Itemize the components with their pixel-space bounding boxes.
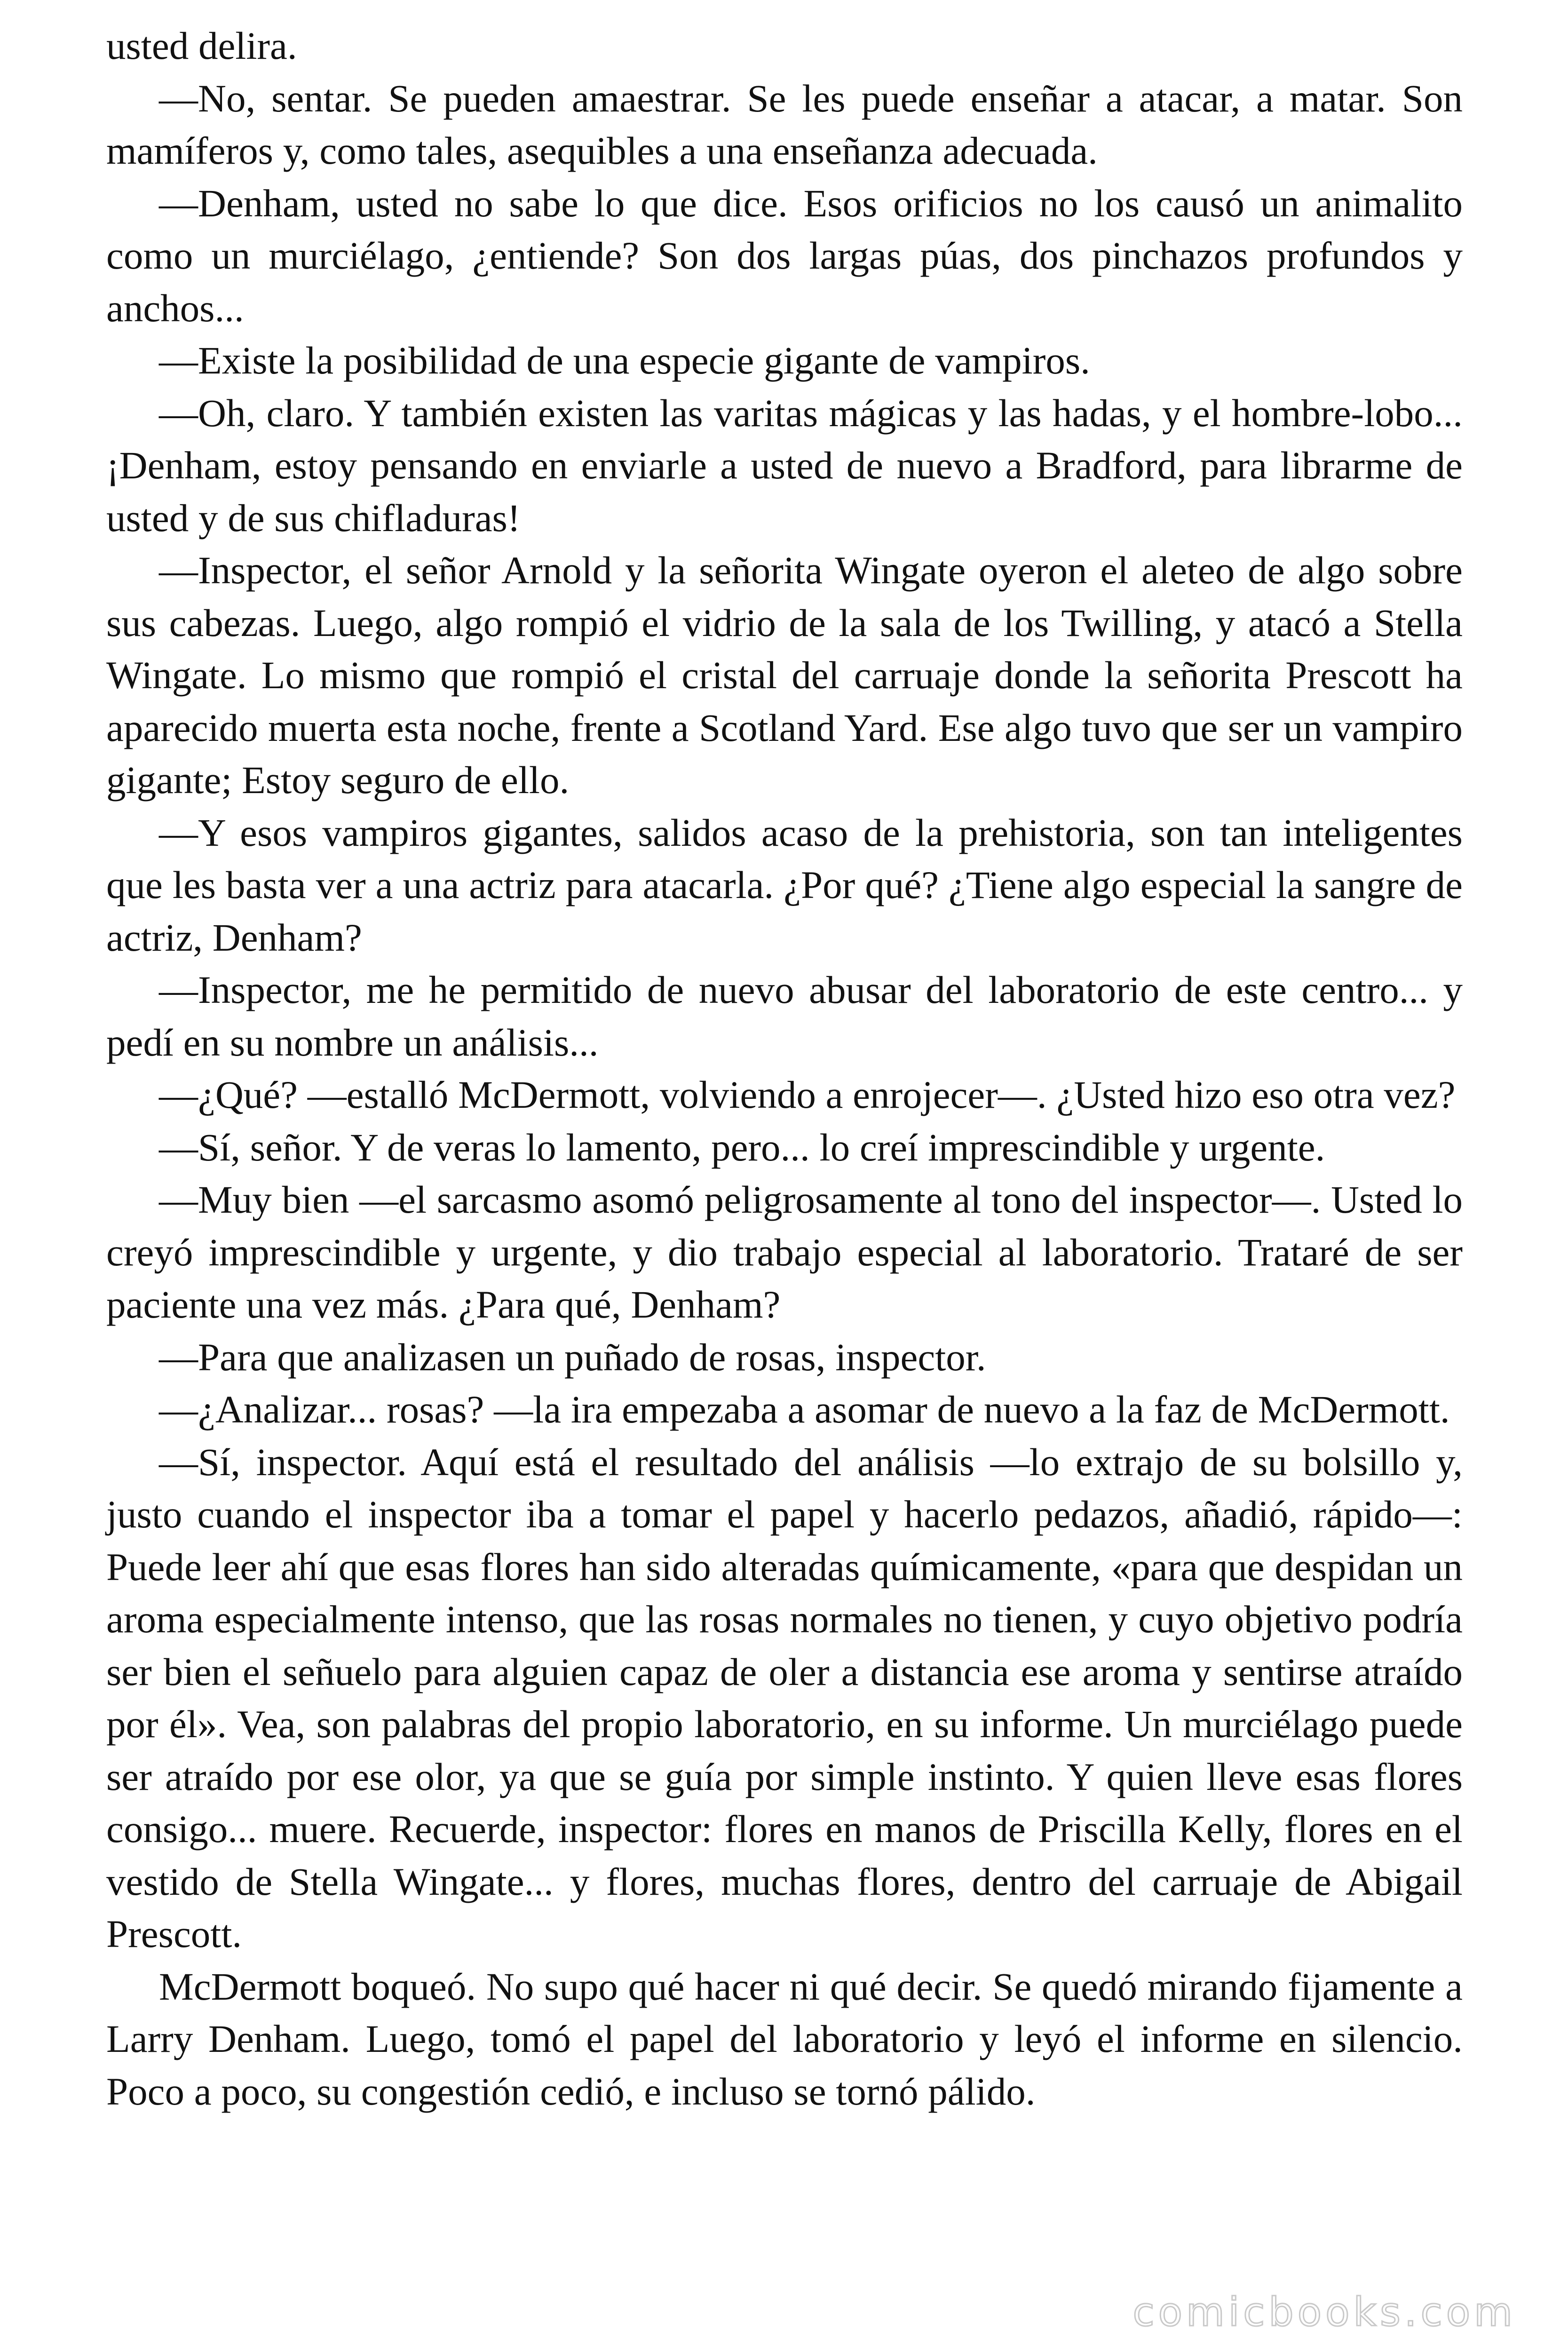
paragraph: —Muy bien —el sarcasmo asomó peligrosamente al tono del inspector—. Usted lo creyó imprescindible y urgente, y dio trabajo especial al laboratorio. Trataré de ser paciente una vez más. ¿Para qué, Denham? — [106, 1178, 1463, 1326]
paragraph: —Sí, inspector. Aquí está el resultado del análisis —lo extrajo de su bolsillo y, justo cuando el inspector iba a tomar el papel y hacerlo pedazos, añadió, rápido—: Puede leer ahí que esas flores han sido alteradas químicamente, «para que despidan un aroma especialmente intenso, que las rosas normales no tienen, y cuyo objetivo podría ser bien el señuelo para alguien capaz de oler a distancia ese aroma y sentirse atraído por él». Vea, son palabras del propio laboratorio, en su informe. Un murciélago puede ser atraído por ese olor, ya que se guía por simple instinto. Y quien lleve esas flores consigo... muere. Recuerde, inspector: flores en manos de Priscilla Kelly, flores en el vestido de Stella Wingate... y flores, muchas flores, dentro del carruaje de Abigail Prescott. — [106, 1440, 1463, 1955]
page-body-text — [106, 20, 1463, 2118]
paragraph: —¿Qué? —estalló McDermott, volviendo a enrojecer—. ¿Usted hizo eso otra vez? — [159, 1073, 1456, 1116]
paragraph: —¿Analizar... rosas? —la ira empezaba a asomar de nuevo a la faz de McDermott. — [159, 1388, 1450, 1431]
paragraph-continuation: usted delira. — [106, 24, 297, 67]
watermark-text: comicbooks.com — [1132, 2289, 1516, 2335]
paragraph: McDermott boqueó. No supo qué hacer ni qué decir. Se quedó mirando fijamente a Larry Denham. Luego, tomó el papel del laboratorio y leyó el informe en silencio. Poco a poco, su congestión cedió, e incluso se tornó pálido. — [106, 1964, 1463, 2113]
paragraph: —Oh, claro. Y también existen las varitas mágicas y las hadas, y el hombre-lobo... ¡Denham, estoy pensando en enviarle a usted de nuevo a Bradford, para librarme de usted y de sus chifladuras! — [106, 391, 1463, 540]
paragraph: —Denham, usted no sabe lo que dice. Esos orificios no los causó un animalito como un murciélago, ¿entiende? Son dos largas púas, dos pinchazos profundos y anchos... — [106, 181, 1463, 330]
paragraph: —Para que analizasen un puñado de rosas, inspector. — [159, 1335, 986, 1379]
paragraph: —No, sentar. Se pueden amaestrar. Se les puede enseñar a atacar, a matar. Son mamíferos y, como tales, asequibles a una enseñanza adecuada. — [106, 76, 1463, 172]
paragraph: —Inspector, el señor Arnold y la señorita Wingate oyeron el aleteo de algo sobre sus cabezas. Luego, algo rompió el vidrio de la sala de los Twilling, y atacó a Stella Wingate. Lo mismo que rompió el cristal del carruaje donde la señorita Prescott ha aparecido muerta esta noche, frente a Scotland Yard. Ese algo tuvo que ser un vampiro gigante; Estoy seguro de ello. — [106, 548, 1463, 802]
paragraph: —Existe la posibilidad de una especie gigante de vampiros. — [159, 339, 1090, 382]
paragraph: —Y esos vampiros gigantes, salidos acaso de la prehistoria, son tan inteligentes que les basta ver a una actriz para atacarla. ¿Por qué? ¿Tiene algo especial la sangre de actriz, Denham? — [106, 810, 1463, 959]
paragraph: —Inspector, me he permitido de nuevo abusar del laboratorio de este centro... y pedí en su nombre un análisis... — [106, 968, 1463, 1064]
paragraph: —Sí, señor. Y de veras lo lamento, pero... lo creí imprescindible y urgente. — [159, 1125, 1325, 1169]
